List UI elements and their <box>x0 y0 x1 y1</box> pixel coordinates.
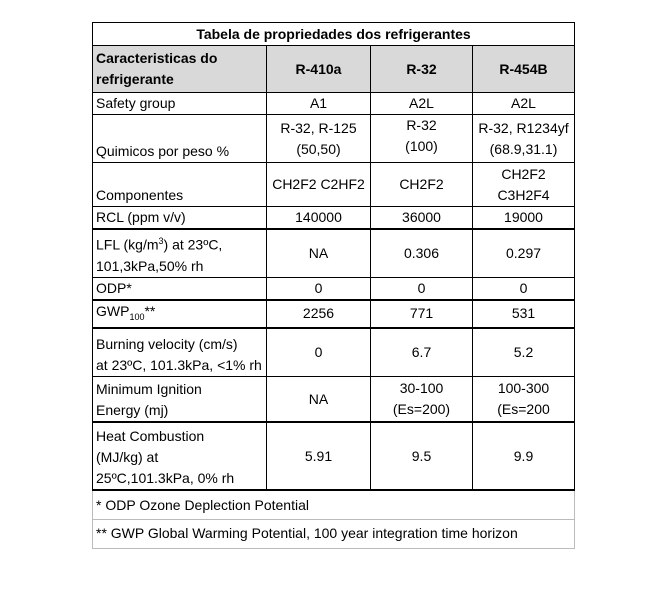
gwp-label-post: ** <box>144 302 156 319</box>
note-odp: * ODP Ozone Deplection Potential <box>93 490 575 519</box>
mie-r32-line1: 30-100 <box>399 380 444 397</box>
note-gwp: ** GWP Global Warming Potential, 100 year integration time horizon <box>93 519 575 548</box>
cell-quimicos-r32 <box>371 115 473 163</box>
quimicos-r454b-line2: (68.9,31.1) <box>489 140 558 157</box>
lfl-label-post: ) at 23ºC, <box>163 236 223 253</box>
componentes-r454b-line2: C3H2F4 <box>497 186 550 203</box>
cell-heat-r32: 9.5 <box>371 422 473 490</box>
label-burning-velocity <box>93 328 267 376</box>
row-lfl <box>93 229 575 277</box>
row-odp <box>93 277 575 300</box>
quimicos-r454b-line1: R-32, R1234yf <box>478 119 569 136</box>
mie-label-line2: Energy (mj) <box>96 402 169 419</box>
label-lfl <box>93 229 267 277</box>
header-characteristics <box>93 46 267 93</box>
label-componentes: Componentes <box>93 163 267 207</box>
label-min-ignition <box>93 376 267 422</box>
heat-label-line1: Heat Combustion <box>96 428 205 445</box>
quimicos-r32-line2: (100) <box>405 138 438 154</box>
label-rcl: RCL (ppm v/v) <box>93 207 267 230</box>
cell-rcl-r454b: 19000 <box>473 207 575 230</box>
cell-lfl-r454b: 0.297 <box>473 229 575 277</box>
quimicos-r32-line1: R-32 <box>406 117 437 133</box>
cell-odp-r454b: 0 <box>473 277 575 300</box>
cell-heat-r410a: 5.91 <box>267 422 371 490</box>
mie-r454b-line2: (Es=200 <box>497 401 550 418</box>
header-characteristics-line1: Caracteristicas do <box>96 50 218 66</box>
cell-odp-r410a: 0 <box>267 277 371 300</box>
row-rcl <box>93 207 575 230</box>
cell-safety-r32: A2L <box>371 93 473 115</box>
lfl-label-line2: 101,3kPa,50% rh <box>96 257 204 274</box>
cell-odp-r32: 0 <box>371 277 473 300</box>
label-gwp <box>93 300 267 329</box>
cell-mie-r410a: NA <box>267 376 371 422</box>
burning-label-line1: Burning velocity (cm/s) <box>96 335 238 352</box>
cell-quimicos-r454b <box>473 115 575 163</box>
componentes-r454b-line1: CH2F2 <box>501 165 546 182</box>
cell-lfl-r32: 0.306 <box>371 229 473 277</box>
quimicos-r410a-line2: (50,50) <box>296 140 341 157</box>
cell-rcl-r32: 36000 <box>371 207 473 230</box>
header-r32: R-32 <box>371 46 473 93</box>
cell-quimicos-r410a <box>267 115 371 163</box>
cell-componentes-r410a: CH2F2 C2HF2 <box>267 163 371 207</box>
row-quimicos <box>93 115 575 163</box>
label-quimicos: Quimicos por peso % <box>93 115 267 163</box>
cell-componentes-r454b <box>473 163 575 207</box>
label-odp: ODP* <box>93 277 267 300</box>
header-characteristics-line2: refrigerante <box>96 71 174 87</box>
quimicos-r410a-line1: R-32, R-125 <box>280 119 357 136</box>
row-safety-group <box>93 93 575 115</box>
heat-label-line2: (MJ/kg) at <box>96 449 159 466</box>
row-min-ignition <box>93 376 575 422</box>
row-gwp <box>93 300 575 329</box>
lfl-label-pre: LFL (kg/m <box>96 236 159 253</box>
cell-burning-r32: 6.7 <box>371 328 473 376</box>
heat-label-line3: 25ºC,101.3kPa, 0% rh <box>96 470 235 487</box>
mie-label-line1: Minimum Ignition <box>96 381 202 398</box>
row-note-odp <box>93 490 575 519</box>
label-safety-group: Safety group <box>93 93 267 115</box>
row-note-gwp <box>93 519 575 548</box>
mie-r454b-line1: 100-300 <box>497 380 550 397</box>
mie-r32-line2: (Es=200) <box>392 401 451 418</box>
row-heat-combustion <box>93 422 575 490</box>
label-heat-combustion <box>93 422 267 490</box>
cell-heat-r454b: 9.9 <box>473 422 575 490</box>
gwp-label-pre: GWP <box>96 302 130 319</box>
header-r410a: R-410a <box>267 46 371 93</box>
lfl-label-line1 <box>96 231 263 256</box>
table-title: Tabela de propriedades dos refrigerantes <box>93 23 575 46</box>
cell-burning-r410a: 0 <box>267 328 371 376</box>
row-componentes <box>93 163 575 207</box>
cell-gwp-r32: 771 <box>371 300 473 329</box>
cell-mie-r454b <box>473 376 575 422</box>
cell-lfl-r410a: NA <box>267 229 371 277</box>
cell-burning-r454b: 5.2 <box>473 328 575 376</box>
cell-gwp-r454b: 531 <box>473 300 575 329</box>
cell-rcl-r410a: 140000 <box>267 207 371 230</box>
cell-mie-r32 <box>371 376 473 422</box>
lfl-label-sup: 3 <box>158 235 164 246</box>
cell-safety-r454b: A2L <box>473 93 575 115</box>
header-r454b: R-454B <box>473 46 575 93</box>
row-burning-velocity <box>93 328 575 376</box>
cell-gwp-r410a: 2256 <box>267 300 371 329</box>
burning-label-line2: at 23ºC, 101.3kPa, <1% rh <box>96 356 262 373</box>
gwp-label-sub: 100 <box>129 311 145 322</box>
cell-safety-r410a: A1 <box>267 93 371 115</box>
refrigerant-properties-table <box>92 22 574 549</box>
cell-componentes-r32: CH2F2 <box>371 163 473 207</box>
